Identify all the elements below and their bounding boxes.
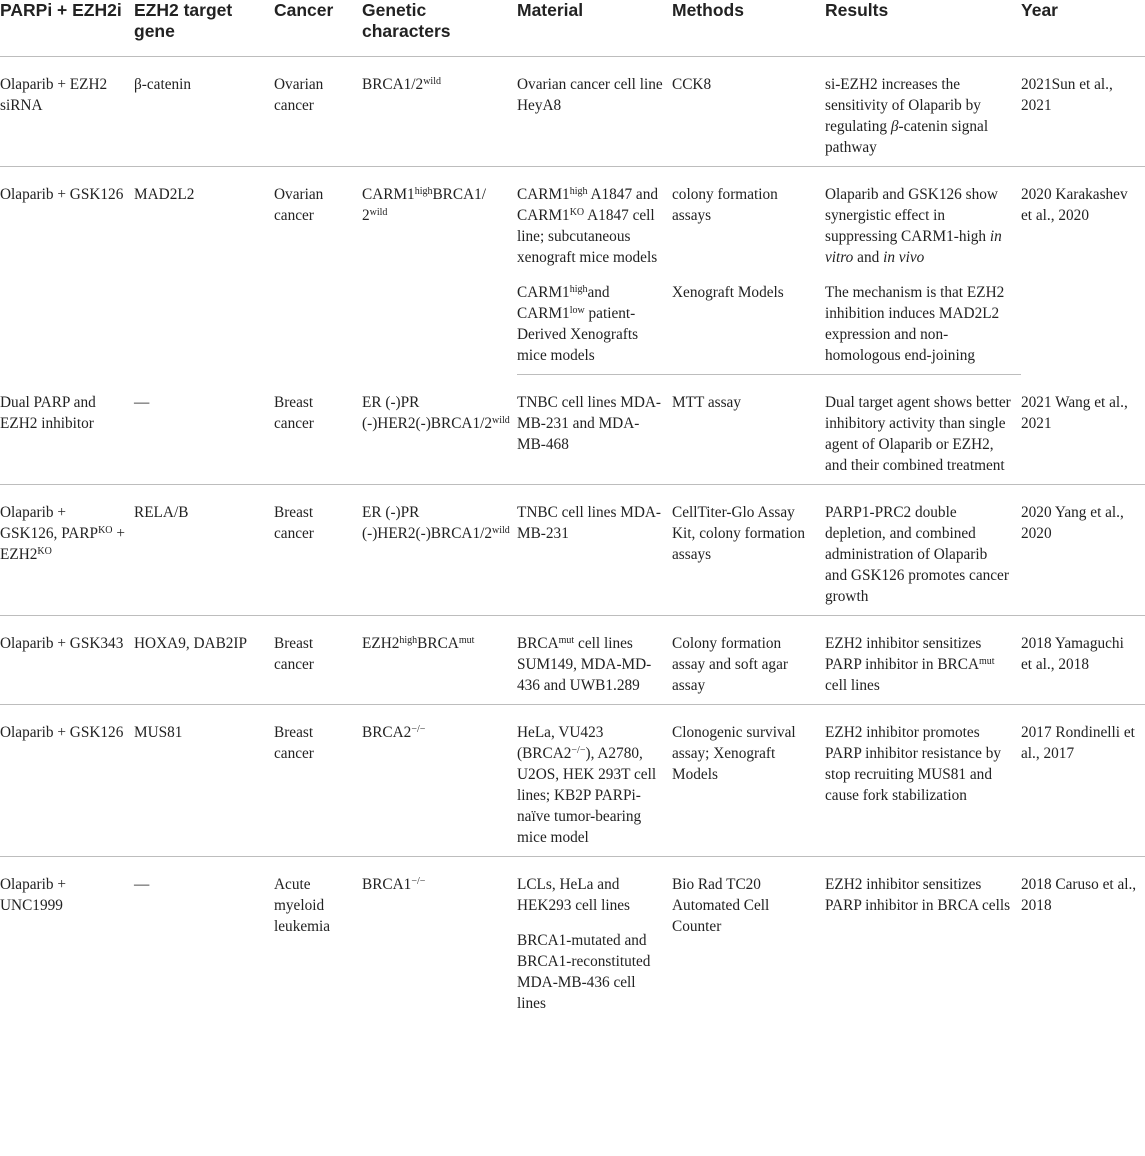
cell-target-gene: RELA/B bbox=[134, 485, 274, 616]
header-material: Material bbox=[517, 0, 672, 57]
cell-methods: colony formation assays bbox=[672, 186, 778, 224]
cell-combination: Olaparib + GSK343 bbox=[0, 616, 134, 705]
table-row bbox=[0, 616, 1145, 705]
cell-results: Dual target agent shows better inhibitory activity than single agent of Olaparib or EZH2, and their combined treatment bbox=[825, 375, 1021, 485]
cell-year: 2017 Rondinelli et al., 2017 bbox=[1021, 705, 1145, 857]
cell-methods: Bio Rad TC20 Automated Cell Counter bbox=[672, 876, 770, 935]
cell-methods: CellTiter-Glo Assay Kit, colony formation assays bbox=[672, 485, 825, 616]
table-row bbox=[0, 857, 1145, 925]
cell-material: TNBC cell lines MDA-MB-231 and MDA-MB-468 bbox=[517, 375, 672, 485]
cell-material: $BRCA^{mut}$ cell lines SUM149, MDA-MD-436 and UWB1.289 bbox=[517, 616, 672, 705]
cell-results: The mechanism is that EZH2 inhibition induces MAD2L2 expression and non-homologous end-joining bbox=[825, 276, 1021, 375]
table-row bbox=[0, 485, 1145, 616]
cell-methods: Xenograft Models bbox=[672, 276, 825, 375]
cell-year: 2018 Yamaguchi et al., 2018 bbox=[1021, 616, 1145, 705]
cell-methods: CCK8 bbox=[672, 57, 825, 167]
cell-cancer: Breast cancer bbox=[274, 485, 362, 616]
cell-target-gene: HOXA9, DAB2IP bbox=[134, 616, 274, 705]
cell-material: LCLs, HeLa and HEK293 cell lines bbox=[517, 876, 631, 914]
cell-genetic: $EZH2^{high}BRCA^{mut}$ bbox=[362, 616, 517, 705]
header-methods: Methods bbox=[672, 0, 825, 57]
cell-results: EZH2 inhibitor sensitizes PARP inhibitor in BRCA cells bbox=[825, 876, 1011, 914]
cell-target-gene: β-catenin bbox=[134, 57, 274, 167]
header-combination: PARPi + EZH2i bbox=[0, 0, 134, 57]
cell-material: Ovarian cancer cell line HeyA8 bbox=[517, 57, 672, 167]
header-row bbox=[0, 0, 1145, 57]
cell-target-gene: MAD2L2 bbox=[134, 186, 195, 203]
cell-combination: Olaparib + GSK126 bbox=[0, 705, 134, 857]
cell-year: 2021 Wang et al., 2021 bbox=[1021, 375, 1145, 485]
header-genetic-characters: Genetic characters bbox=[362, 0, 517, 57]
cell-combination: Olaparib + GSK126, $PARP^{KO} + EZH2^{KO}$ bbox=[0, 485, 134, 616]
cell-combination: Olaparib + GSK126 bbox=[0, 186, 124, 203]
cell-genetic: ER (-)PR $(-)HER2(-)BRCA1/2^{wild}$ bbox=[362, 485, 517, 616]
cell-year: 2020 Yang et al., 2020 bbox=[1021, 485, 1145, 616]
cell-cancer: Ovarian cancer bbox=[274, 57, 362, 167]
cell-results: Olaparib and GSK126 show synergistic effect in suppressing CARM1-high in vitro and in vivo bbox=[825, 186, 1002, 266]
cell-genetic: ER (-)PR $(-)HER2(-)BRCA1/2^{wild}$ bbox=[362, 375, 517, 485]
cell-results: EZH2 inhibitor promotes PARP inhibitor resistance by stop recruiting MUS81 and cause fork stabilization bbox=[825, 705, 1021, 857]
table-row bbox=[0, 57, 1145, 167]
cell-material: HeLa, VU423 (BRCA2−/−), A2780, U2OS, HEK 293T cell lines; KB2P PARPi-naïve tumor-bearing mice model bbox=[517, 705, 672, 857]
cell-genetic: BRCA2−/− bbox=[362, 705, 517, 857]
cell-cancer: Breast cancer bbox=[274, 375, 362, 485]
cell-genetic: BRCA1−/− bbox=[362, 876, 426, 893]
cell-material: $CARM1^{high}and$ $CARM1^{low}$ patient-Derived Xenografts mice models bbox=[517, 276, 672, 375]
cell-year: 2021Sun et al., 2021 bbox=[1021, 57, 1145, 167]
cell-material: BRCA1-mutated and BRCA1-reconstituted MDA-MB-436 cell lines bbox=[517, 932, 651, 1012]
cell-year: 2018 Caruso et al., 2018 bbox=[1021, 876, 1137, 914]
cell-results: PARP1-PRC2 double depletion, and combined administration of Olaparib and GSK126 promotes cancer growth bbox=[825, 485, 1021, 616]
cell-material: $CARM1^{high}$ A1847 and $CARM1^{KO}$ A1847 cell line; subcutaneous xenograft mice models bbox=[517, 186, 659, 266]
header-results: Results bbox=[825, 0, 1021, 57]
cell-combination: Dual PARP and EZH2 inhibitor bbox=[0, 375, 134, 485]
cell-results: EZH2 inhibitor sensitizes PARP inhibitor in $BRCA^{mut}$ cell lines bbox=[825, 616, 1021, 705]
cell-methods: Clonogenic survival assay; Xenograft Models bbox=[672, 705, 825, 857]
cell-methods: MTT assay bbox=[672, 375, 825, 485]
cell-cancer: Breast cancer bbox=[274, 705, 362, 857]
cell-cancer: Acute myeloid leukemia bbox=[274, 876, 331, 935]
table-row bbox=[0, 375, 1145, 485]
cell-target-gene: — bbox=[134, 375, 274, 485]
cell-year: 2020 Karakashev et al., 2020 bbox=[1021, 186, 1128, 224]
cell-combination: Olaparib + EZH2 siRNA bbox=[0, 57, 134, 167]
cell-combination: Olaparib + UNC1999 bbox=[0, 876, 66, 914]
header-year: Year bbox=[1021, 0, 1145, 57]
cell-material: TNBC cell lines MDA-MB-231 bbox=[517, 485, 672, 616]
header-target-gene: EZH2 target gene bbox=[134, 0, 274, 57]
cell-genetic: $BRCA1/2^{wild}$ bbox=[362, 57, 517, 167]
cell-methods: Colony formation assay and soft agar assay bbox=[672, 616, 825, 705]
table-row bbox=[0, 167, 1145, 277]
cell-target-gene: MUS81 bbox=[134, 705, 274, 857]
header-cancer: Cancer bbox=[274, 0, 362, 57]
cell-cancer: Ovarian cancer bbox=[274, 186, 324, 224]
table-row bbox=[0, 705, 1145, 857]
cell-target-gene: — bbox=[134, 876, 150, 893]
cell-cancer: Breast cancer bbox=[274, 616, 362, 705]
cell-genetic: $CARM1^{high}BRCA1/$ $2^{wild}$ bbox=[362, 186, 487, 224]
cell-results: si-EZH2 increases the sensitivity of Olaparib by regulating β-catenin signal pathway bbox=[825, 57, 1021, 167]
